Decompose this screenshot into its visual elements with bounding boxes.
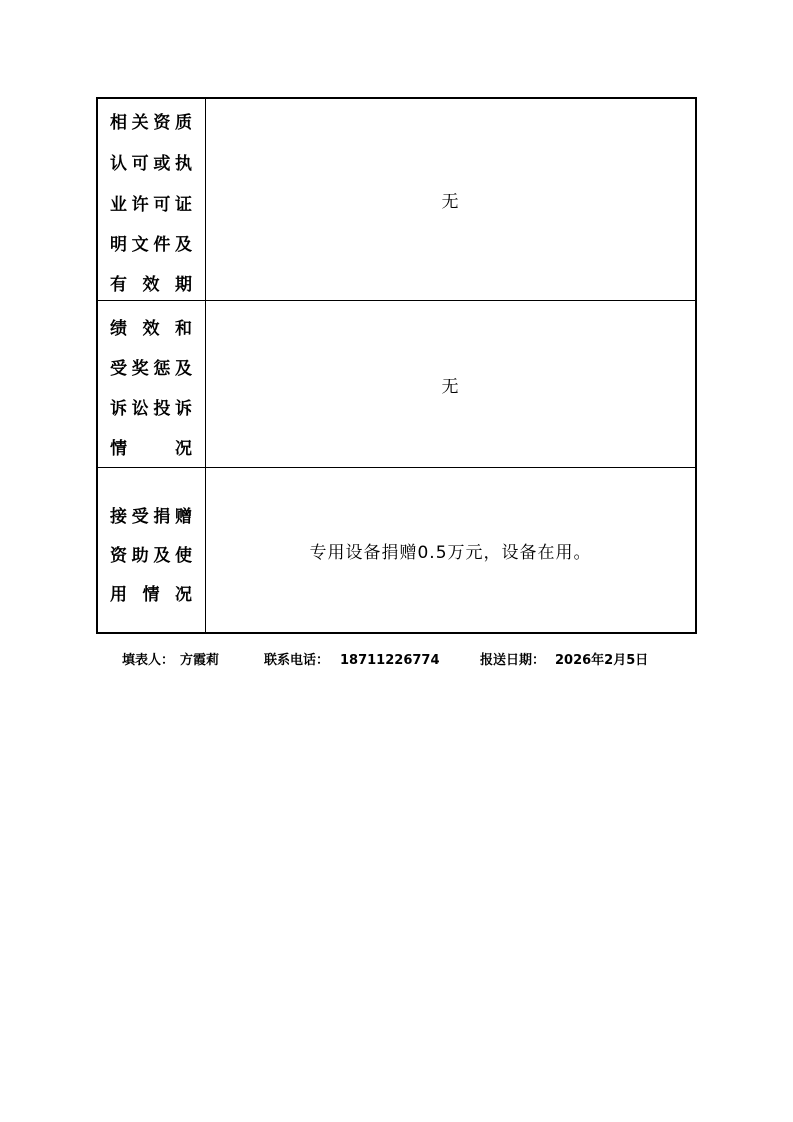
filler-name: 方霞莉 [180,653,220,668]
phone-number: 18711226774 [340,653,440,668]
filler-label: 填表人： [122,653,175,668]
row-label-line: 诉 讼 投 诉 [110,399,192,419]
row-label-line: 情 况 [110,439,192,459]
row-label-cell [98,99,206,300]
report-date: 2026年2月5日 [555,653,649,668]
row-value-cell: 专用设备捐赠0.5万元，设备在用。 [309,542,592,563]
row-label-cell [98,468,206,632]
row-label-line: 用 情 况 [110,585,192,605]
row-label-line: 绩 效 和 [110,319,192,339]
table-row-donation [98,467,695,632]
row-label-line: 业 许 可 证 [110,195,192,215]
row-label-line: 资 助 及 使 [110,546,192,566]
row-label-line: 接 受 捐 赠 [110,507,192,527]
date-label: 报送日期： [480,653,546,668]
table-row-qualification [98,99,695,300]
phone-label: 联系电话： [264,653,330,668]
row-label-line: 认 可 或 执 [110,154,192,174]
row-label-line: 受 奖 惩 及 [110,359,192,379]
row-value-cell: 无 [441,376,460,397]
info-table [96,97,697,634]
row-label-line: 相 关 资 质 [110,113,192,133]
row-label-line: 明 文 件 及 [110,235,192,255]
row-label-cell [98,301,206,467]
row-value-cell: 无 [441,192,460,212]
row-label-line: 有 效 期 [110,275,192,295]
table-row-performance [98,300,695,467]
